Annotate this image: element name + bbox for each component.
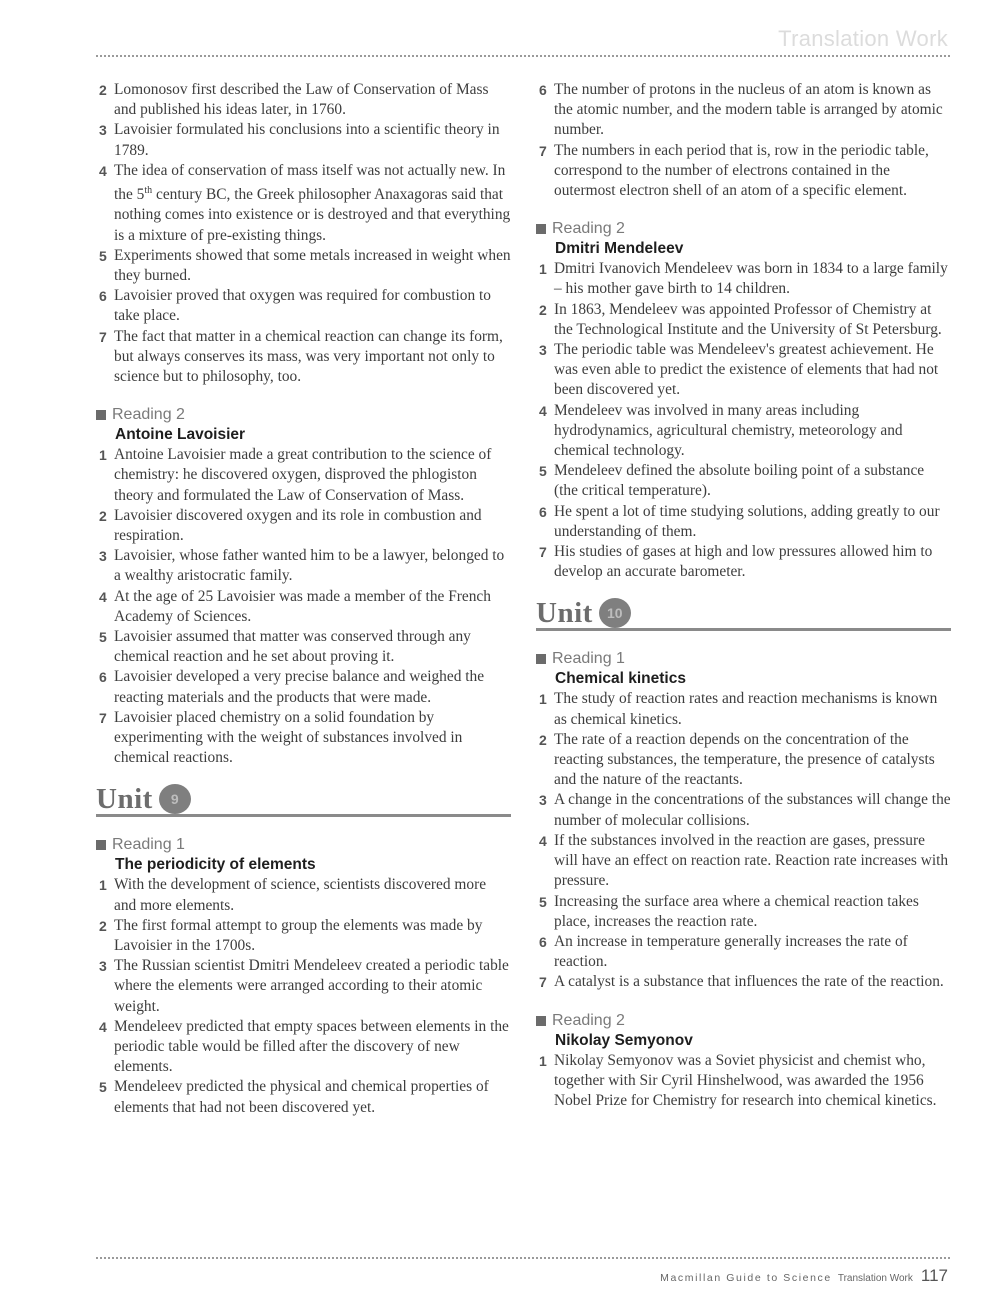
list-item: 1 With the development of science, scientists discovered more and more elements. bbox=[99, 876, 487, 914]
list-item: 2 The rate of a reaction depends on the concentration of the reacting substances, the temperature, the presence of catalysts and the nature of the reactants. bbox=[539, 730, 935, 789]
unit-heading: Unit 10 bbox=[536, 594, 951, 631]
footer-section: Translation Work bbox=[837, 1273, 913, 1284]
answer-list bbox=[96, 875, 511, 1117]
square-bullet-icon bbox=[536, 224, 546, 234]
list-item: 7 The numbers in each period that is, row in the periodic table, correspond to the number of electrons contained in the outermost electron shell of an atom of a specific element. bbox=[539, 141, 929, 200]
reading-title: Chemical kinetics bbox=[555, 670, 686, 688]
list-item: 5 Mendeleev predicted the physical and chemical properties of elements that had not been discovered yet. bbox=[99, 1078, 489, 1116]
reading-title: Antoine Lavoisier bbox=[115, 426, 246, 444]
list-item: 2 Lavoisier discovered oxygen and its role in combustion and respiration. bbox=[99, 506, 482, 544]
list-item: 6 Lavoisier developed a very precise balance and weighed the reacting materials and the products that were made. bbox=[99, 668, 485, 706]
bottom-divider bbox=[96, 1257, 950, 1259]
page-footer bbox=[660, 1266, 948, 1286]
list-item: 5 Lavoisier assumed that matter was conserved through any chemical reaction and he set about proving it. bbox=[99, 628, 471, 666]
list-item: 1 Antoine Lavoisier made a great contribution to the science of chemistry: he discovered oxygen, disproved the phlogiston theory and formulated the Law of Conservation of Mass. bbox=[99, 446, 492, 504]
list-item: 3 The periodic table was Mendeleev's greatest achievement. He was even able to predict the existence of elements that had not been discovered yet. bbox=[539, 341, 939, 399]
unit-number-badge: 10 bbox=[599, 598, 631, 628]
list-item: 4 The idea of conservation of mass itself was not actually new. In the 5th century BC, the Greek philosopher Anaxagoras said that nothing comes into existence or is destroyed and that everything is a mixture of pre-existing things. bbox=[99, 161, 511, 244]
list-item: 4 If the substances involved in the reaction are gases, pressure will have an effect on reaction rate. Reaction rate increases with pressure. bbox=[539, 831, 949, 890]
list-item: 2 The first formal attempt to group the elements was made by Lavoisier in the 1700s. bbox=[99, 916, 483, 955]
list-item: 5 Increasing the surface area where a chemical reaction takes place, increases the reaction rate. bbox=[539, 892, 919, 930]
answer-list bbox=[96, 80, 511, 387]
list-item: 7 His studies of gases at high and low pressures allowed him to develop an accurate barometer. bbox=[539, 543, 933, 581]
page-section-title: Translation Work bbox=[778, 26, 948, 51]
list-item: 4 At the age of 25 Lavoisier was made a member of the French Academy of Sciences. bbox=[99, 587, 491, 625]
list-item: 3 The Russian scientist Dmitri Mendeleev created a periodic table where the elements were arranged according to their atomic weight. bbox=[99, 957, 509, 1015]
answer-list bbox=[96, 445, 511, 768]
list-item: 1 Nikolay Semyonov was a Soviet physicist and chemist who, together with Sir Cyril Hinshelwood, was awarded the 1956 Nobel Prize for Chemistry for research into chemical kinetics. bbox=[539, 1051, 937, 1109]
list-item: 7 Lavoisier placed chemistry on a solid foundation by experimenting with the weight of substances involved in chemical reactions. bbox=[99, 708, 463, 767]
left-column bbox=[96, 80, 511, 1118]
list-item: 3 Lavoisier, whose father wanted him to be a lawyer, belonged to a wealthy aristocratic family. bbox=[99, 547, 505, 585]
list-item: 2 Lomonosov first described the Law of Conservation of Mass and published his ideas later, in 1760. bbox=[99, 81, 489, 119]
reading-title: Nikolay Semyonov bbox=[555, 1031, 693, 1049]
square-bullet-icon bbox=[96, 840, 106, 850]
list-item: 6 An increase in temperature generally increases the rate of reaction. bbox=[539, 932, 908, 971]
reading-label: Reading 2 bbox=[536, 219, 951, 239]
top-divider bbox=[96, 55, 950, 57]
square-bullet-icon bbox=[536, 654, 546, 664]
list-item: 1 The study of reaction rates and reaction mechanisms is known as chemical kinetics. bbox=[539, 690, 938, 728]
square-bullet-icon bbox=[96, 410, 106, 420]
list-item: 4 Mendeleev was involved in many areas including hydrodynamics, agricultural chemistry, meteorology and chemical technology. bbox=[539, 401, 903, 460]
answer-list bbox=[536, 259, 951, 582]
square-bullet-icon bbox=[536, 1016, 546, 1026]
list-item: 6 He spent a lot of time studying solutions, adding greatly to our understanding of them. bbox=[539, 502, 940, 540]
list-item: 3 A change in the concentrations of the substances will change the number of molecular collisions. bbox=[539, 791, 951, 829]
right-column bbox=[536, 80, 951, 1111]
list-item: 1 Dmitri Ivanovich Mendeleev was born in 1834 to a large family – his mother gave birth to 14 children. bbox=[539, 260, 948, 298]
book-title: Macmillan Guide to Science bbox=[660, 1272, 832, 1284]
answer-list bbox=[536, 689, 951, 992]
list-item: 6 Lavoisier proved that oxygen was required for combustion to take place. bbox=[99, 287, 491, 325]
list-item: 2 In 1863, Mendeleev was appointed Professor of Chemistry at the Technological Institute and the University of St Petersburg. bbox=[539, 300, 942, 338]
unit-heading: Unit 9 bbox=[96, 780, 511, 817]
reading-label: Reading 1 bbox=[96, 835, 511, 855]
answer-list bbox=[536, 1051, 951, 1112]
list-item: 5 Mendeleev defined the absolute boiling point of a substance (the critical temperature). bbox=[539, 462, 925, 500]
reading-label: Reading 2 bbox=[96, 405, 511, 425]
answer-list bbox=[536, 80, 951, 201]
list-item: 6 The number of protons in the nucleus of an atom is known as the atomic number, and the modern table is arranged by atomic number. bbox=[539, 81, 943, 139]
reading-title: Dmitri Mendeleev bbox=[555, 240, 684, 258]
list-item: 5 Experiments showed that some metals increased in weight when they burned. bbox=[99, 246, 511, 284]
reading-label: Reading 1 bbox=[536, 649, 951, 669]
unit-number-badge: 9 bbox=[159, 784, 191, 814]
page-number: 117 bbox=[920, 1266, 948, 1285]
list-item: 4 Mendeleev predicted that empty spaces between elements in the periodic table would be filled after the discovery of new elements. bbox=[99, 1017, 509, 1076]
list-item: 3 Lavoisier formulated his conclusions into a scientific theory in 1789. bbox=[99, 121, 500, 159]
list-item: 7 A catalyst is a substance that influences the rate of the reaction. bbox=[539, 973, 944, 991]
reading-title: The periodicity of elements bbox=[115, 856, 316, 874]
reading-label: Reading 2 bbox=[536, 1011, 951, 1031]
list-item: 7 The fact that matter in a chemical reaction can change its form, but always conserves its mass, was very important not only to science but to philosophy, too. bbox=[99, 327, 503, 385]
